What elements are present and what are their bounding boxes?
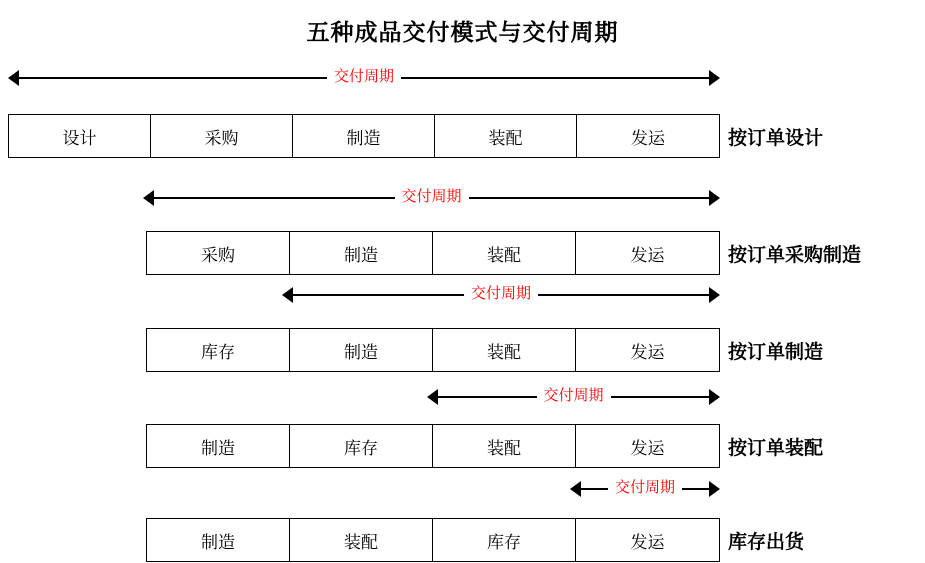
mode-row-5 [0, 518, 925, 562]
arrow-head-right-icon [709, 190, 720, 206]
mode-label-3: 按订单制造 [728, 341, 824, 363]
stage-cell: 设计 [9, 115, 151, 157]
stage-cell: 库存 [147, 329, 290, 371]
stage-cell: 制造 [290, 232, 433, 274]
stage-bar-2 [146, 231, 720, 275]
mode-label-1: 按订单设计 [728, 127, 824, 149]
stage-bar-1 [8, 114, 720, 158]
stage-bar-3 [146, 328, 720, 372]
mode-row-4 [0, 424, 925, 468]
stage-cell: 发运 [630, 532, 665, 552]
mode-label-2: 按订单采购制造 [728, 244, 862, 266]
mode-label-4: 按订单装配 [728, 437, 824, 459]
lead-time-arrow-3 [282, 283, 720, 307]
stage-cell: 制造 [293, 115, 435, 157]
mode-row-3 [0, 328, 925, 372]
stage-cell: 发运 [631, 128, 665, 148]
lead-time-label: 交付周期 [536, 385, 610, 407]
lead-time-arrow-1 [8, 66, 720, 90]
lead-time-label: 交付周期 [608, 477, 682, 499]
stage-cell: 采购 [151, 115, 293, 157]
lead-time-arrow-5 [570, 477, 720, 501]
stage-bar-4 [146, 424, 720, 468]
stage-cell: 装配 [290, 519, 433, 561]
mode-row-2 [0, 231, 925, 275]
arrow-head-right-icon [709, 481, 720, 497]
stage-cell: 装配 [433, 329, 576, 371]
stage-cell: 库存 [290, 425, 433, 467]
lead-time-arrow-2 [143, 186, 720, 210]
stage-cell: 发运 [630, 342, 665, 362]
stage-cell: 装配 [435, 115, 577, 157]
stage-cell: 库存 [433, 519, 576, 561]
stage-cell: 制造 [147, 425, 290, 467]
lead-time-label: 交付周期 [464, 283, 538, 305]
stage-cell: 采购 [147, 232, 290, 274]
stage-cell: 装配 [433, 232, 576, 274]
stage-cell: 装配 [433, 425, 576, 467]
stage-cell: 制造 [147, 519, 290, 561]
arrow-head-right-icon [709, 389, 720, 405]
mode-row-1 [0, 114, 925, 158]
lead-time-arrow-4 [427, 385, 720, 409]
lead-time-label: 交付周期 [394, 186, 468, 208]
mode-label-5: 库存出货 [728, 531, 805, 553]
stage-cell: 发运 [630, 438, 665, 458]
lead-time-label: 交付周期 [327, 66, 401, 88]
stage-cell: 发运 [630, 245, 665, 265]
stage-cell: 制造 [290, 329, 433, 371]
stage-bar-5 [146, 518, 720, 562]
arrow-head-right-icon [709, 70, 720, 86]
page-title: 五种成品交付模式与交付周期 [306, 19, 619, 45]
arrow-head-right-icon [709, 287, 720, 303]
